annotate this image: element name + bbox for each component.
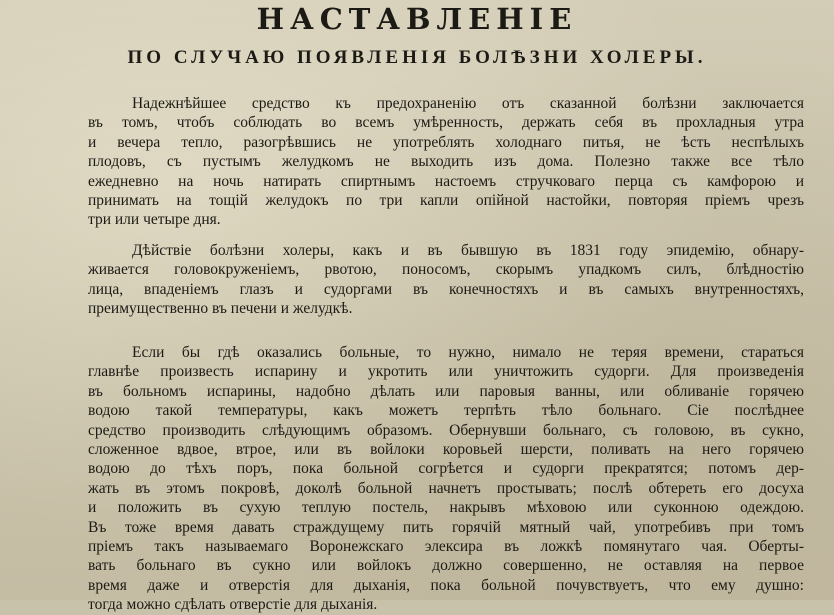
- paragraph-symptoms: [88, 241, 804, 319]
- text-line: ежедневно на ночь натирать спиртнымъ настоемъ стручковаго перца съ камфорою и: [88, 172, 804, 190]
- text-line: въ больномъ испарины, надобно дѣлать или паровыя ванны, или обливаніе горячею: [88, 382, 804, 400]
- paragraph-treatment: [88, 343, 804, 615]
- text-line: Дѣйствіе болѣзни холеры, какъ и въ бывшую въ 1831 году эпидемію, обнару-: [132, 242, 804, 259]
- text-line: три или четыре дня.: [88, 211, 221, 229]
- document-title: НАСТАВЛЕНІЕ: [256, 2, 578, 36]
- text-line: средство производить слѣдующимъ образомъ. Обернувши больнаго, съ головою, въ сукно,: [88, 421, 804, 439]
- paragraph-prevention: [88, 94, 804, 230]
- text-line: живается головокруженіемъ, рвотою, поносомъ, скорымъ упадкомъ силъ, блѣдностію: [88, 261, 804, 279]
- text-line: въ томъ, чтобъ соблюдать во всемъ умѣренность, держать себя въ прохладныя утра: [88, 114, 804, 132]
- text-line: тогда можно сдѣлать отверстіе для дыханія.: [88, 596, 378, 614]
- text-line: Надежнѣйшее средство къ предохраненію отъ сказанной болѣзни заключается: [132, 95, 804, 112]
- document-subtitle: ПО СЛУЧАЮ ПОЯВЛЕНІЯ БОЛѢЗНИ ХОЛЕРЫ.: [127, 47, 707, 68]
- text-line: принимать на тощій желудокъ по три капли опійной настойки, повторяя пріемъ чрезъ: [88, 192, 804, 210]
- text-line: плодовъ, съ пустымъ желудкомъ не выходить изъ дома. Полезно также все тѣло: [88, 153, 804, 171]
- text-line: вать больнаго въ сукно или войлокъ должно совершенно, не оставляя на первое: [88, 557, 804, 575]
- text-line: жать въ этомъ покровѣ, доколѣ больной начнетъ простывать; послѣ обтереть его досуха: [88, 479, 804, 497]
- text-line: водою до тѣхъ поръ, пока больной согрѣется и судорги прекратятся; потомъ дер-: [88, 460, 804, 478]
- text-line: время даже и отверстія для дыханія, пока больной почувствуетъ, что ему душно:: [88, 576, 804, 594]
- text-line: пріемъ такъ называемаго Воронежскаго элексира въ ложкѣ помянутаго чая. Оберты-: [88, 538, 804, 556]
- text-line: лица, впаденіемъ глазъ и судоргами въ конечностяхъ и въ самыхъ внутренностяхъ,: [88, 280, 804, 298]
- text-line: преимущественно въ печени и желудкѣ.: [88, 300, 353, 318]
- text-line: водою такой температуры, какъ можетъ терпѣть тѣло больнаго. Сіе послѣднее: [88, 402, 804, 420]
- text-line: Если бы гдѣ оказались больные, то нужно, нимало не теряя времени, стараться: [132, 344, 804, 361]
- text-line: Въ тоже время давать страждущему пить горячій мятный чай, употребивъ при томъ: [88, 518, 804, 536]
- text-line: и вечера тепло, разогрѣвшись не употреблять холоднаго питья, не ѣсть неспѣлыхъ: [88, 133, 804, 151]
- text-line: и положить въ сухую теплую постель, накрывъ мѣховою или суконною одеждою.: [88, 499, 804, 517]
- text-line: главнѣе произвесть испарину и укротить или уничтожить судорги. Для произведенія: [88, 363, 804, 381]
- text-line: сложенное вдвое, втрое, или въ войлоки коровьей шерсти, поливать на него горячею: [88, 441, 804, 459]
